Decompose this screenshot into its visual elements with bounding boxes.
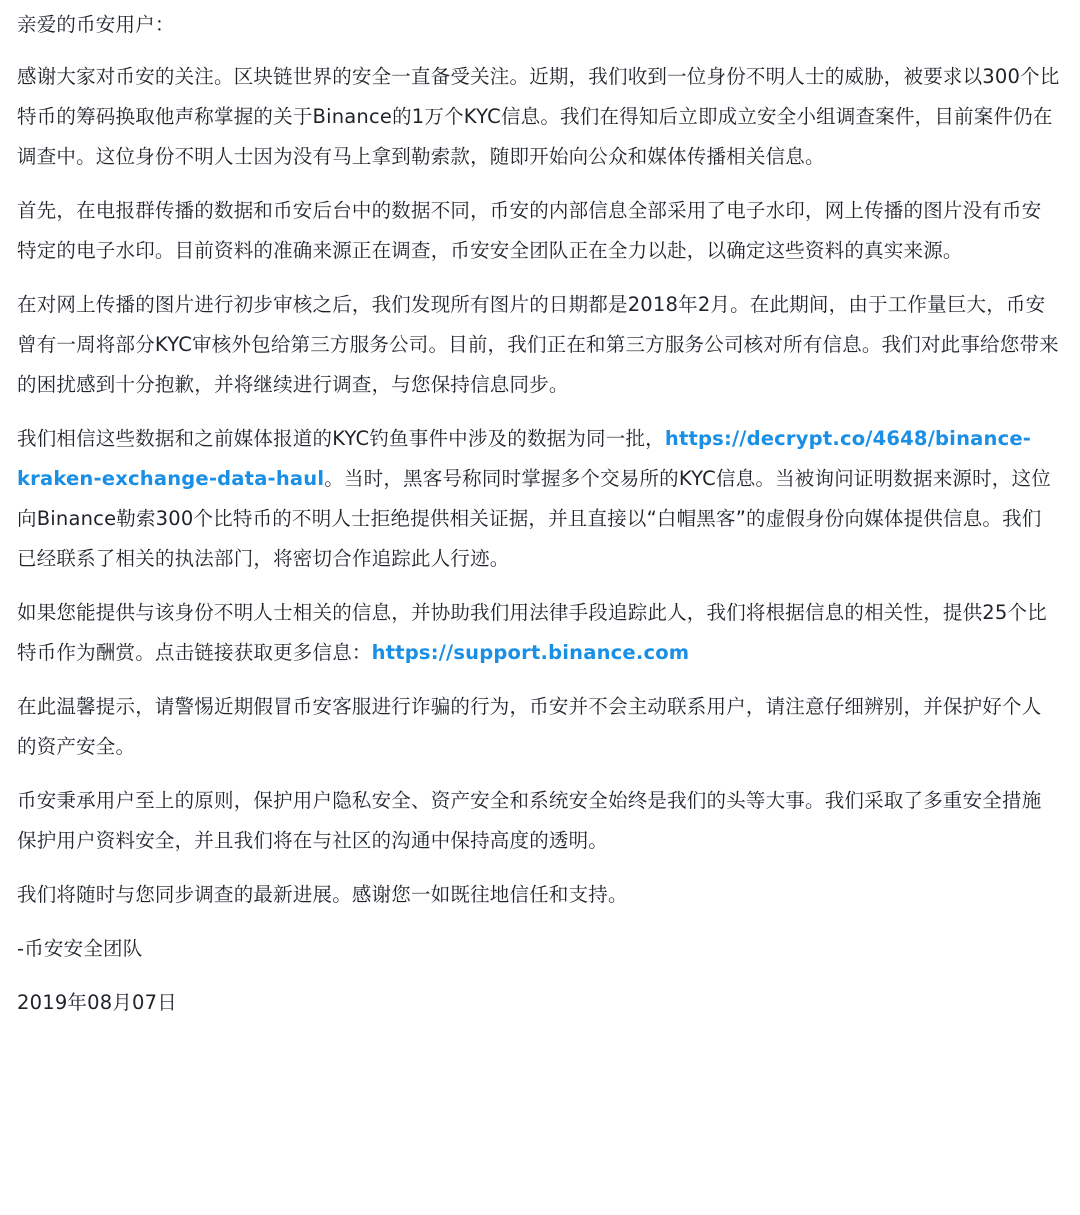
paragraph-scam-warning: 在此温馨提示，请警惕近期假冒币安客服进行诈骗的行为，币安并不会主动联系用户，请注意仔细辨别，并保护好个人的资产安全。	[17, 695, 1042, 758]
paragraph-phishing-text-after: 。当时，黑客号称同时掌握多个交易所的KYC信息。当被询问证明数据来源时，这位向Binance勒索300个比特币的不明人士拒绝提供相关证据，并且直接以“白帽黑客”的虚假身份向媒体提供信息。我们已经联系了相关的执法部门，将密切合作追踪此人行迹。	[17, 467, 1051, 570]
binance-support-link[interactable]: https://support.binance.com	[371, 641, 690, 664]
paragraph-security-principles: 币安秉承用户至上的原则，保护用户隐私安全、资产安全和系统安全始终是我们的头等大事。我们采取了多重安全措施保护用户资料安全，并且我们将在与社区的沟通中保持高度的透明。	[17, 789, 1042, 852]
paragraph-closing: 我们将随时与您同步调查的最新进展。感谢您一如既往地信任和支持。	[17, 883, 628, 906]
letter-date: 2019年08月07日	[17, 991, 177, 1014]
paragraph-threat-notice: 感谢大家对币安的关注。区块链世界的安全一直备受关注。近期，我们收到一位身份不明人士的威胁，被要求以300个比特币的筹码换取他声称掌握的关于Binance的1万个KYC信息。我们在得知后立即成立安全小组调查案件，目前案件仍在调查中。这位身份不明人士因为没有马上拿到勒索款，随即开始向公众和媒体传播相关信息。	[17, 65, 1060, 168]
salutation: 亲爱的币安用户：	[17, 13, 175, 36]
paragraph-phishing-event	[17, 419, 1060, 579]
paragraph-initial-review: 在对网上传播的图片进行初步审核之后，我们发现所有图片的日期都是2018年2月。在此期间，由于工作量巨大，币安曾有一周将部分KYC审核外包给第三方服务公司。目前，我们正在和第三方服务公司核对所有信息。我们对此事给您带来的困扰感到十分抱歉，并将继续进行调查，与您保持信息同步。	[17, 293, 1059, 396]
decrypt-article-link[interactable]: https://decrypt.co/4648/binance-kraken-exchange-data-haul	[17, 427, 1032, 490]
paragraph-bounty	[17, 593, 1060, 673]
paragraph-bounty-text: 如果您能提供与该身份不明人士相关的信息，并协助我们用法律手段追踪此人，我们将根据信息的相关性，提供25个比特币作为酬赏。点击链接获取更多信息：	[17, 601, 1047, 664]
signature: -币安安全团队	[17, 937, 143, 960]
paragraph-phishing-text-before: 我们相信这些数据和之前媒体报道的KYC钓鱼事件中涉及的数据为同一批，	[17, 427, 665, 450]
paragraph-watermark-explanation: 首先，在电报群传播的数据和币安后台中的数据不同，币安的内部信息全部采用了电子水印，网上传播的图片没有币安特定的电子水印。目前资料的准确来源正在调查，币安安全团队正在全力以赴，以确定这些资料的真实来源。	[17, 199, 1042, 262]
